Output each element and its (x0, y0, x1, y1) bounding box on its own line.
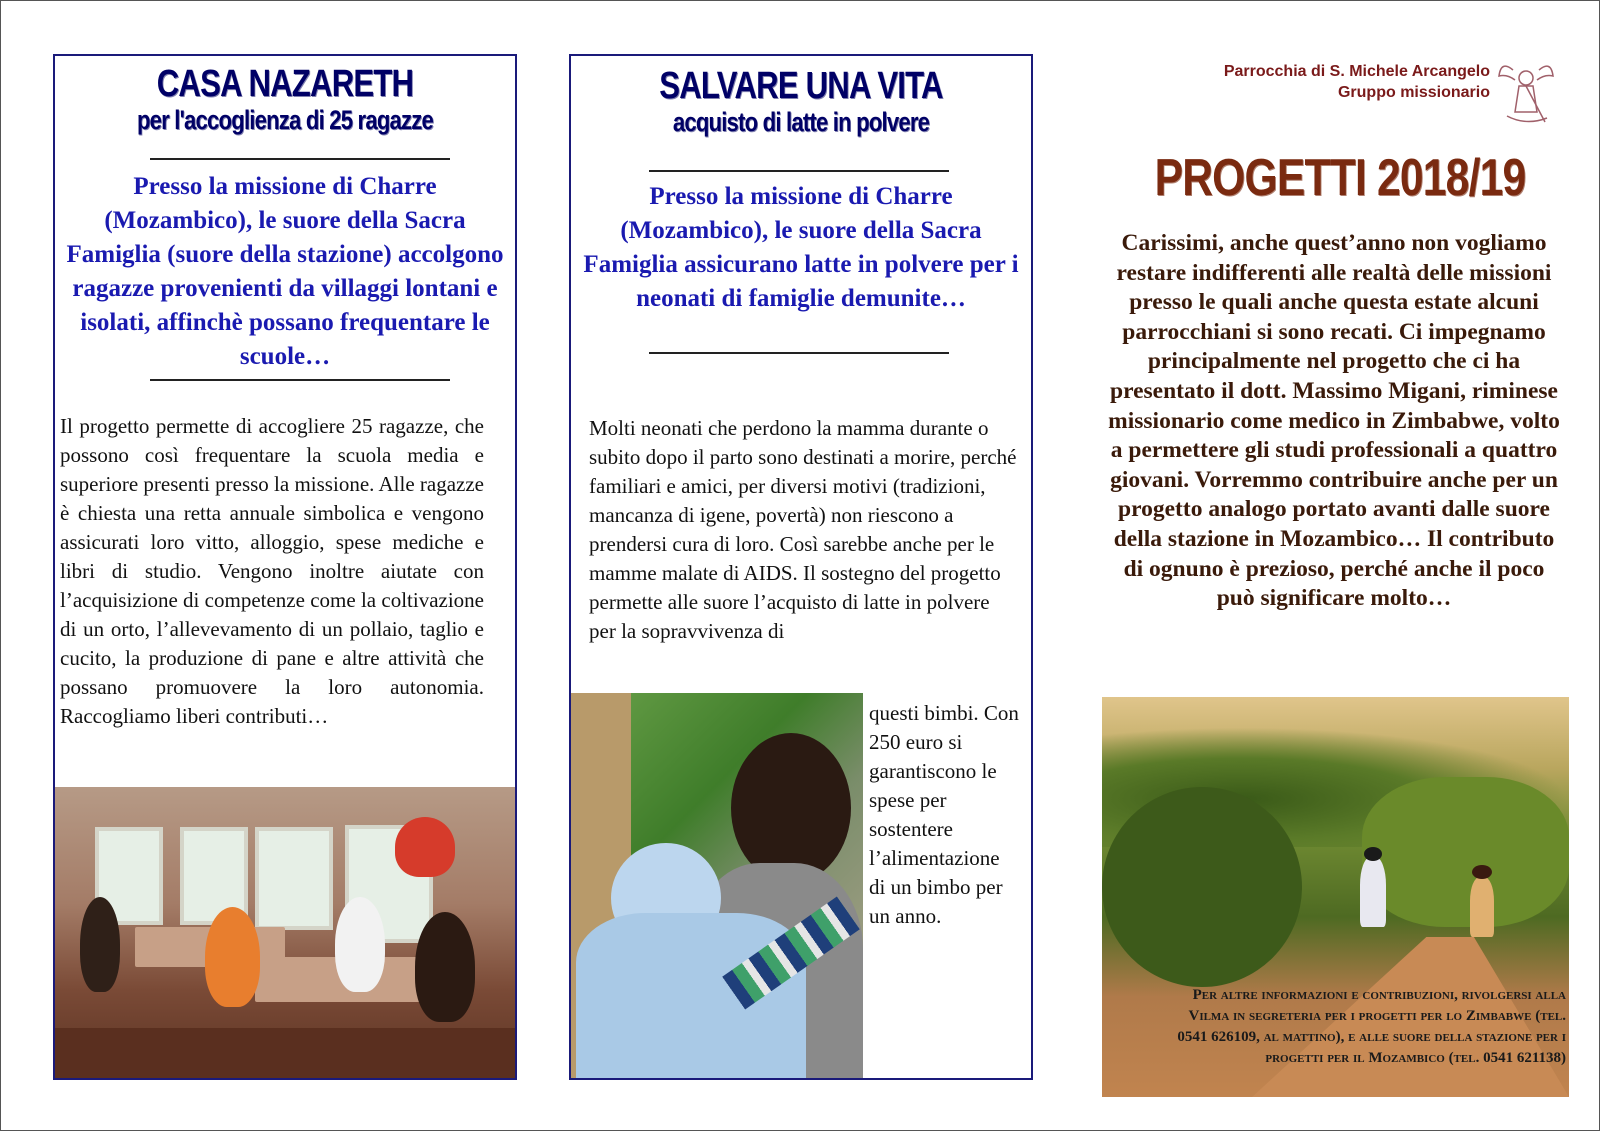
divider (150, 158, 450, 160)
archangel-michael-emblem-icon (1493, 56, 1559, 128)
panel1-body: Il progetto permette di accogliere 25 ragazze, che possono così frequentare la scuola media e superiore presenti presso la missione. Alle ragazze è chiesta una retta annuale simbolica e vengono assicurati loro vitto, alloggio, spese mediche e libri di studio. Vengono inoltre aiutate con l’acquisizione di competenze come la coltivazione di un orto, l’allevevamento di un pollaio, taglio e cucito, la produzione di pane e altre attività che possano promuovere la loro autonomia. Raccogliamo liberi contributi… (60, 414, 484, 728)
divider (150, 379, 450, 381)
panel2-body: Molti neonati che perdono la mamma durante o subito dopo il parto sono destinati a morire, perché familiari e amici, per diversi motivi (tradizioni, mancanza di igene, povertà) non riescono a prendersi cura di loro. Così sarebbe anche per le mamme malate di AIDS. Il sostegno del progetto permette alle suore l’acquisto di latte in polvere per la sopravvivenza di (589, 416, 1017, 643)
mother-baby-photo (571, 693, 863, 1078)
divider (649, 170, 949, 172)
panel1-lead: Presso la missione di Charre (Mozambico), le suore della Sacra Famiglia (suore della stazione) accolgono ragazze provenienti da villaggi lontani e isolati, affinchè possano frequentare le scuole… (66, 173, 504, 370)
panel1-subtitle: per l'accoglienza di 25 ragazze (136, 105, 434, 135)
panel2-subtitle: acquisto di latte in polvere (672, 107, 930, 137)
panel-salvare-una-vita (569, 54, 1033, 1080)
group-name: Gruppo missionario (1337, 84, 1490, 101)
panel-casa-nazareth (53, 54, 517, 1080)
panel2-lead: Presso la missione di Charre (Mozambico), le suore della Sacra Famiglia assicurano latte in polvere per i neonati di famiglie demunite… (583, 183, 1019, 312)
contact-note: Per altre informazioni e contribuzioni, rivolgersi alla Vilma in segreteria per i progetti per lo Zimbabwe (tel. 0541 626109, al mattino), e alle suore della stazione per i progetti per il Mozambico (tel. 0541 621138) (1177, 987, 1566, 1066)
panel3-body: Carissimi, anche quest’anno non vogliamo restare indifferenti alle realtà delle missioni presso le quali anche questa estate alcuni parrocchiani si sono recati. Ci impegnamo principalmente nel progetto che ci ha presentato il dott. Massimo Migani, riminese missionario come medico in Zimbabwe, volto a permettere gli studi professionali a quattro giovani. Vorremmo contribuire anche per un progetto analogo portato avanti dalle suore della stazione in Mozambico… Il contributo di ognuno è prezioso, perché anche il poco può significare molto… (1108, 230, 1560, 612)
panel3-title: PROGETTI 2018/19 (1154, 149, 1526, 207)
panel2-title: SALVARE UNA VITA (659, 65, 943, 107)
classroom-photo (55, 787, 515, 1078)
panel1-title: CASA NAZARETH (156, 63, 414, 105)
parish-name: Parrocchia di S. Michele Arcangelo (1223, 63, 1490, 80)
panel2-body-side: questi bimbi. Con 250 euro si garantiscono le spese per sostentere l’alimentazione di un bimbo per un anno. (869, 701, 1019, 928)
divider (649, 352, 949, 354)
